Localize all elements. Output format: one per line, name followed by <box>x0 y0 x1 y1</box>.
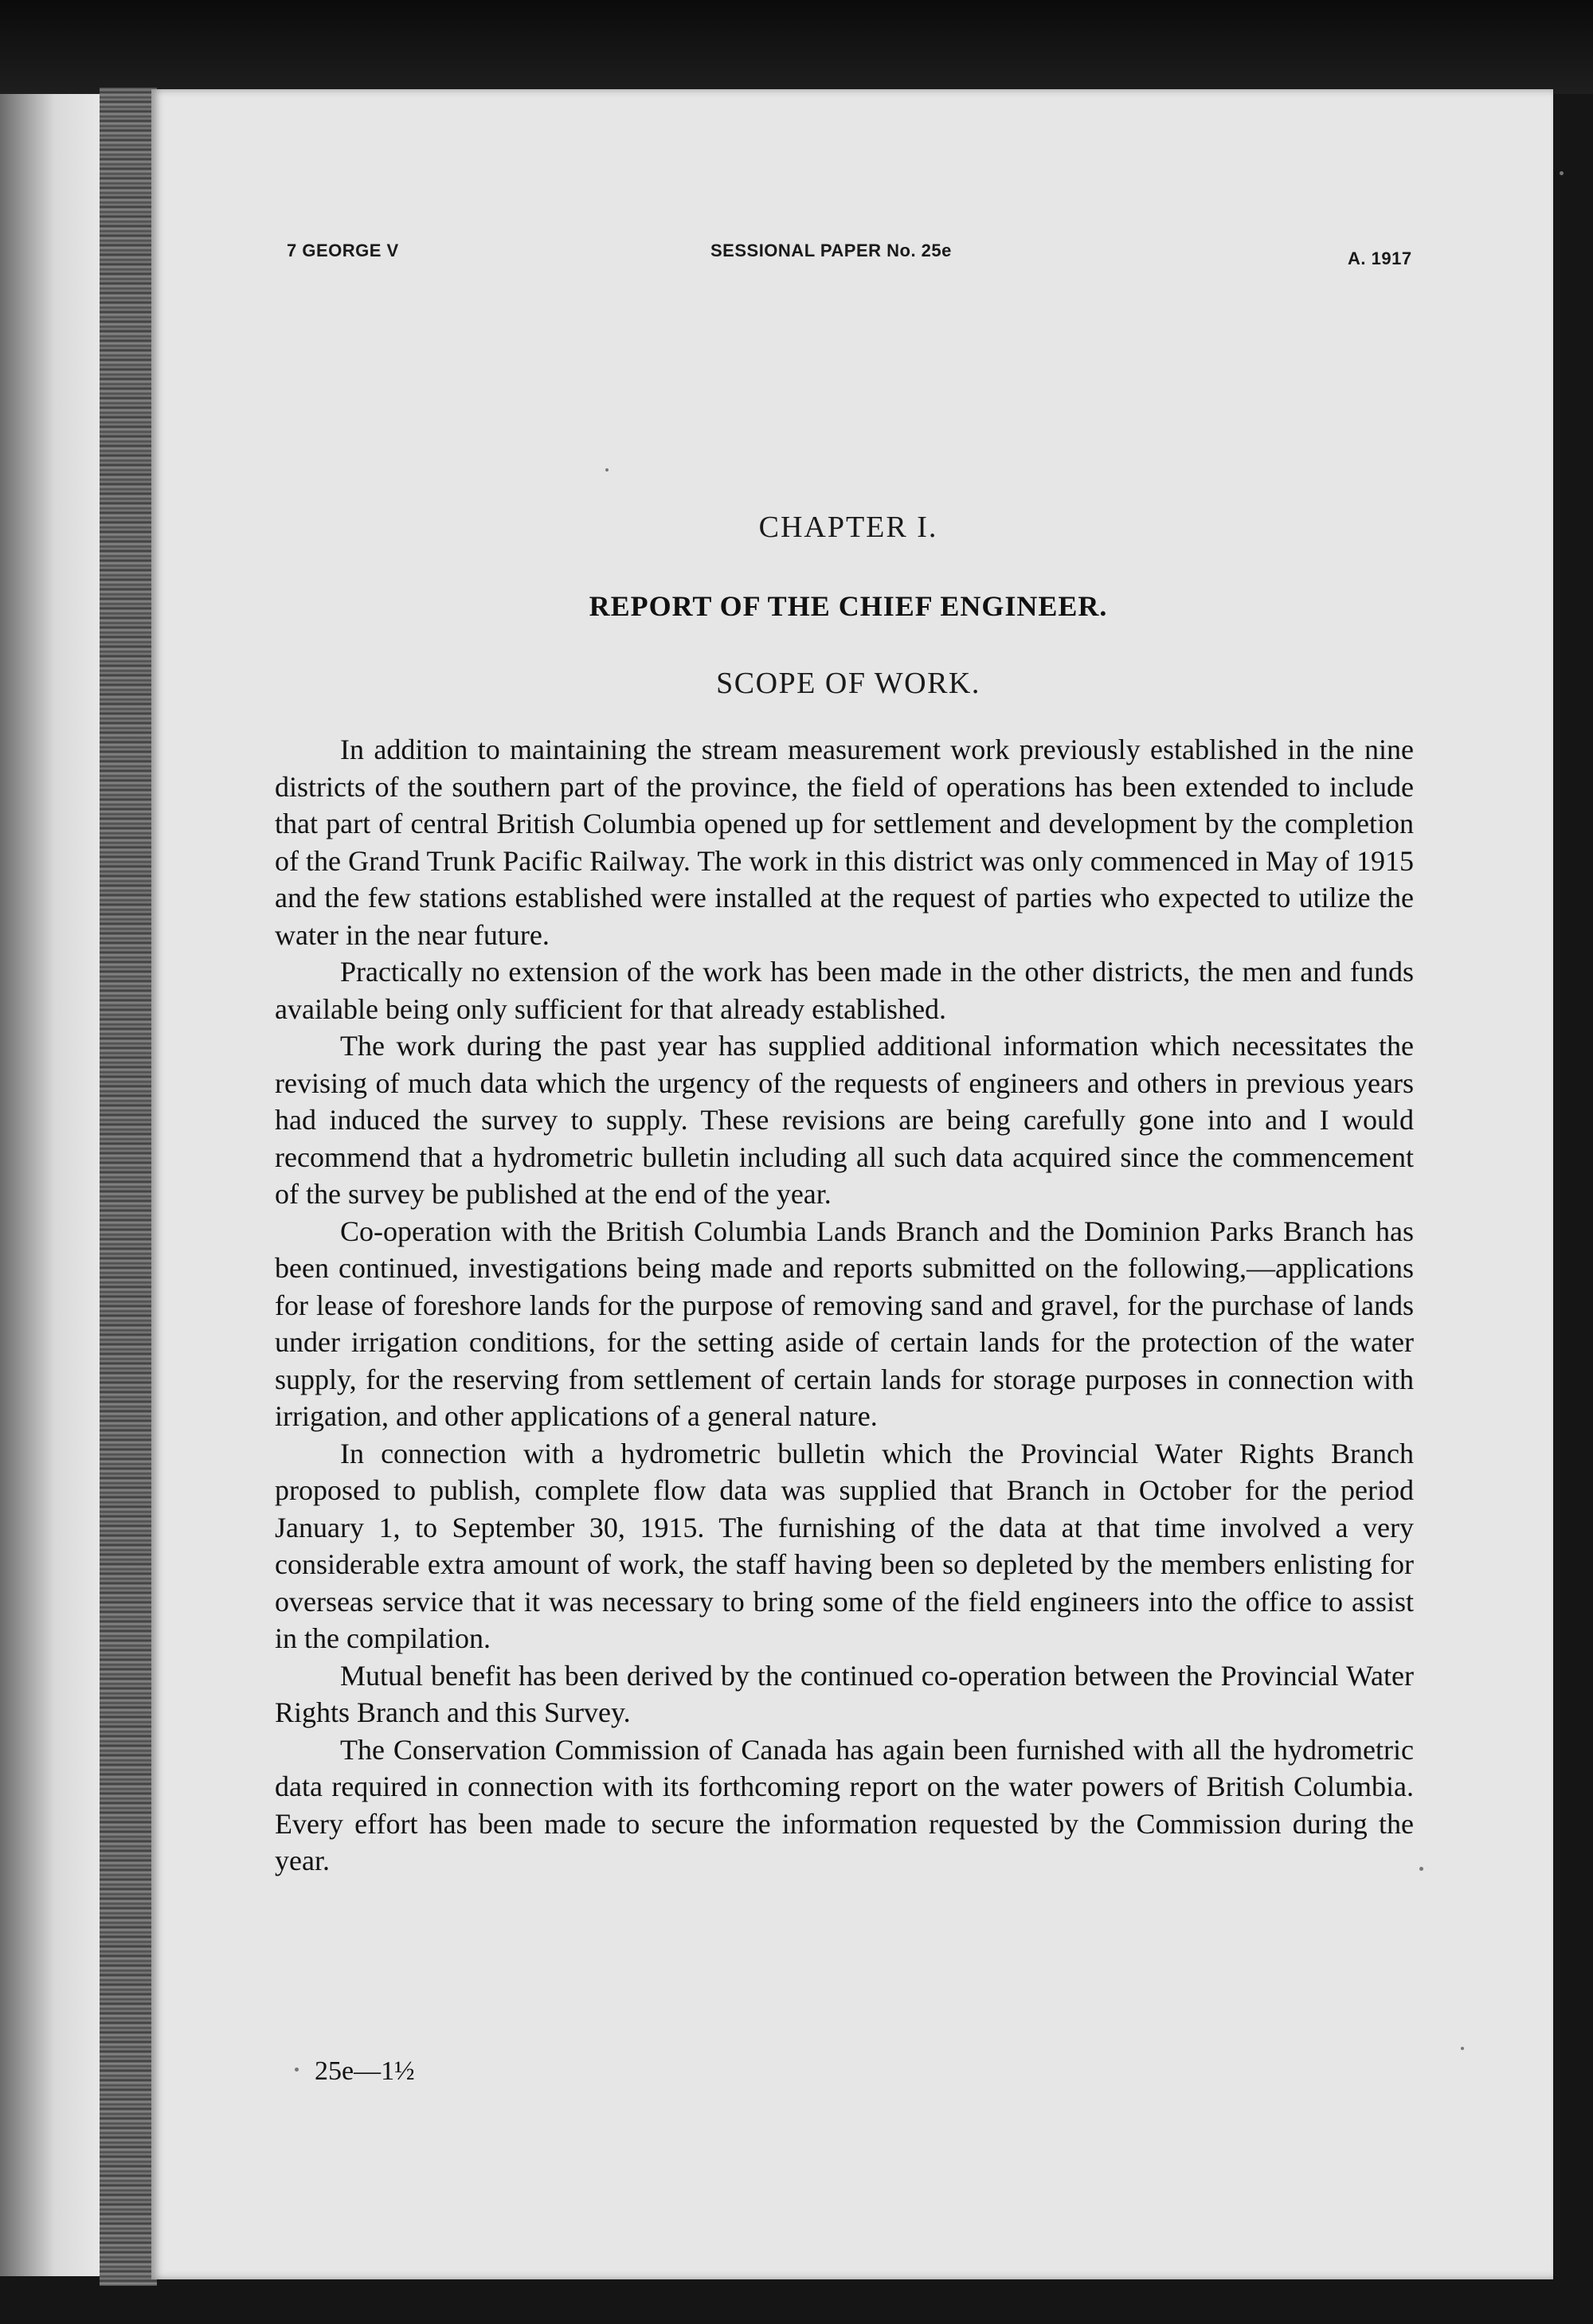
scan-dark-top-edge <box>0 0 1593 94</box>
scan-speck <box>605 468 609 471</box>
paragraph: In connection with a hydrometric bulletin which the Provincial Water Rights Branch proposed to publish, complete flow data was supplied that Branch in October for the period January 1, to September 30, 1915. The furnishing of the data at that time involved a very considerable extra amount of work, the staff having been so depleted by the members enlisting for overseas service that it was necessary to bring some of the field engineers into the office to assist in the compilation. <box>275 1437 1414 1654</box>
running-header-center: SESSIONAL PAPER No. 25e <box>710 241 952 260</box>
paragraph: Practically no extension of the work has been made in the other districts, the men and funds available being only sufficient for that already established. <box>275 956 1414 1025</box>
chapter-heading: CHAPTER I. <box>758 511 938 544</box>
facing-page-edge <box>0 94 100 2276</box>
body-text <box>275 731 1414 1880</box>
running-header-right: A. 1917 <box>1348 248 1412 268</box>
report-title: REPORT OF THE CHIEF ENGINEER. <box>589 590 1108 622</box>
paragraph: Co-operation with the British Columbia Lands Branch and the Dominion Parks Branch has been continued, investigations being made and reports submitted on the following,—applications for lease of foreshore lands for the purpose of removing sand and gravel, for the purchase of lands under irrigation conditions, for the setting aside of certain lands for the protection of the water supply, for the reserving from settlement of certain lands for storage purposes in connection with irrigation, and other applications of a general nature. <box>275 1215 1414 1432</box>
running-header-left: 7 GEORGE V <box>287 241 399 260</box>
paragraph: The Conservation Commission of Canada has again been furnished with all the hydrometric data required in connection with its forthcoming report on the water powers of British Columbia. Every effort has been made to secure the information requested by the Commission during the year. <box>275 1733 1414 1876</box>
scan-speck <box>1560 171 1564 175</box>
scan-speck <box>1461 2047 1464 2050</box>
paragraph: The work during the past year has supplied additional information which necessitates the revising of much data which the urgency of the requests of engineers and others in previous years had induced the survey to supply. These revisions are being carefully gone into and I would recommend that a hydrometric bulletin including all such data acquired since the commencement of the survey be published at the end of the year. <box>275 1030 1414 1210</box>
scan-speck <box>295 2068 299 2072</box>
signature-mark: 25e—1½ <box>315 2056 415 2086</box>
book-binding-shadow <box>100 88 157 2286</box>
scan-speck <box>1419 1867 1423 1871</box>
paragraph: Mutual benefit has been derived by the continued co-operation between the Provincial Water Rights Branch and this Survey. <box>275 1659 1414 1728</box>
section-title: SCOPE OF WORK. <box>716 667 980 700</box>
paragraph: In addition to maintaining the stream measurement work previously established in the nine districts of the southern part of the province, the field of operations has been extended to include that part of central British Columbia opened up for settlement and development by the completion of the Grand Trunk Pacific Railway. The work in this district was only commenced in May of 1915 and the few stations established were installed at the request of parties who expected to utilize the water in the near future. <box>275 734 1414 951</box>
